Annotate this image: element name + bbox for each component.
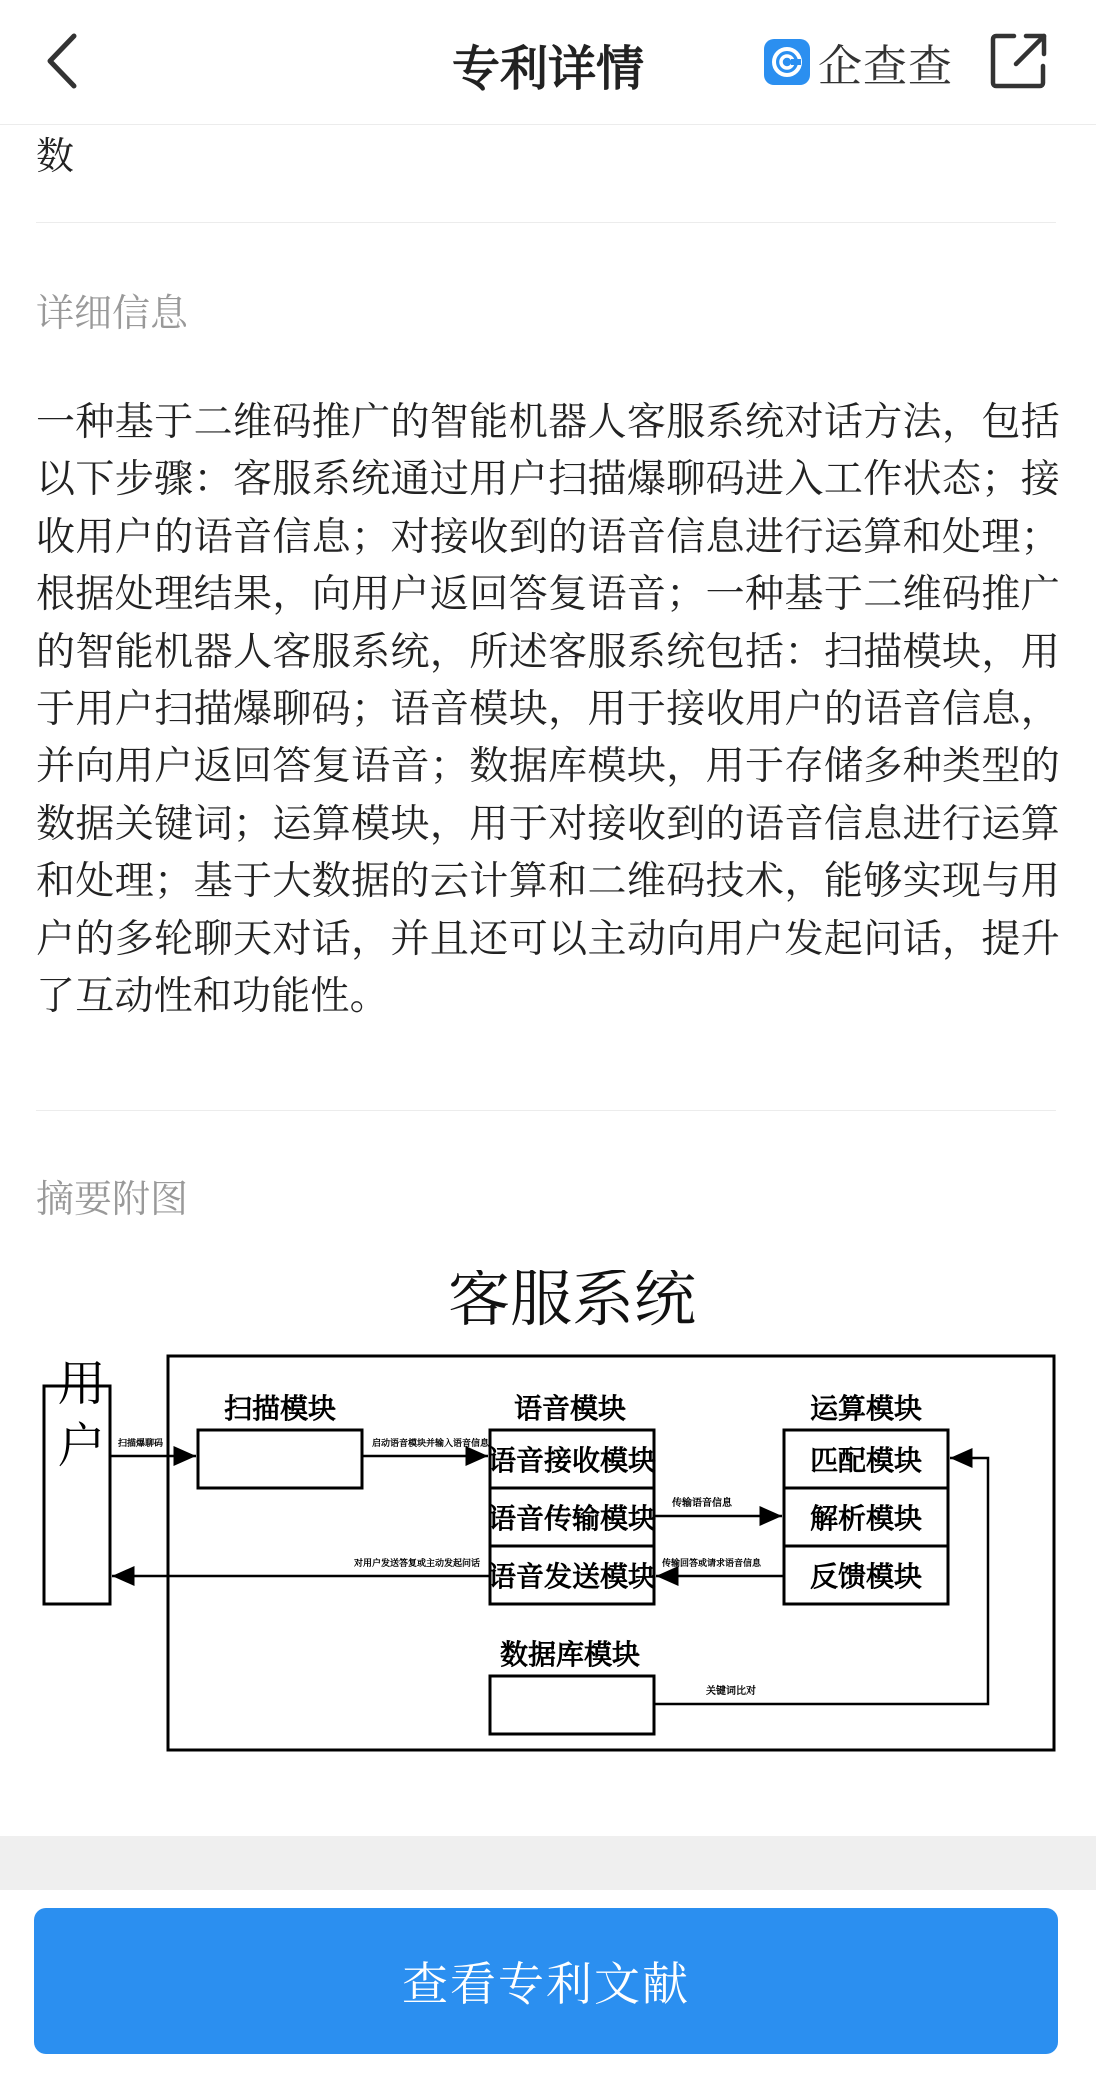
chevron-left-icon	[40, 28, 90, 94]
scan-module-title: 扫描模块	[223, 1392, 337, 1425]
edge-activate-label: 启动语音模块并输入语音信息	[372, 1439, 490, 1449]
match-label: 匹配模块	[809, 1444, 923, 1477]
brand-name: 企查查	[818, 41, 953, 92]
voice-module-title: 语音模块	[513, 1392, 627, 1425]
voice-send-label: 语音发送模块	[487, 1560, 657, 1593]
edge-transmit-label: 传输语音信息	[672, 1498, 732, 1509]
edge-scan-label: 扫描爆聊码	[118, 1439, 164, 1449]
brand-logo[interactable]	[764, 34, 953, 90]
detail-description: 一种基于二维码推广的智能机器人客服系统对话方法，包括以下步骤：客服系统通过用户扫描爆聊码进入工作状态；接收用户的语音信息；对接收到的语音信息进行运算和处理；根据处理结果，向用户返回答复语音；一种基于二维码推广的智能机器人客服系统，所述客服系统包括：扫描模块，用于用户扫描爆聊码；语音模块，用于接收用户的语音信息，并向用户返回答复语音；数据库模块，用于存储多种类型的数据关键词；运算模块，用于对接收到的语音信息进行运算和处理；基于大数据的云计算和二维码技术，能够实现与用户的多轮聊天对话，并且还可以主动向用户发起问话，提升了互动性和功能性。	[36, 400, 1060, 1020]
footer-bar	[0, 1890, 1096, 2076]
page-title: 专利详情	[451, 41, 644, 97]
database-box	[490, 1676, 654, 1734]
share-external-icon	[988, 30, 1050, 92]
view-patent-document-button[interactable]: 查看专利文献	[34, 1908, 1058, 2054]
edge-reply-module-label: 传输回答或请求语音信息	[662, 1559, 762, 1569]
diagram-title: 客服系统	[447, 1270, 697, 1335]
section-spacer	[0, 1836, 1096, 1890]
detail-section-label: 详细信息	[36, 291, 189, 335]
divider	[36, 222, 1056, 223]
divider	[36, 1110, 1056, 1111]
abstract-figure	[36, 1270, 1060, 1760]
parse-label: 解析模块	[809, 1502, 923, 1535]
voice-receive-label: 语音接收模块	[487, 1444, 657, 1477]
figure-section-label: 摘要附图	[36, 1177, 189, 1221]
share-button[interactable]	[988, 30, 1050, 92]
previous-section-tail: 数	[36, 134, 75, 178]
user-label: 用户	[49, 1358, 105, 1482]
scan-module-box	[198, 1430, 362, 1488]
calc-module-title: 运算模块	[809, 1392, 923, 1425]
edge-keyword-label: 关键词比对	[706, 1686, 756, 1697]
back-button[interactable]	[40, 28, 90, 94]
edge-reply-user-label: 对用户发送答复或主动发起问话	[354, 1559, 481, 1569]
top-navigation-bar	[0, 0, 1096, 125]
feedback-label: 反馈模块	[809, 1560, 923, 1593]
qcc-logo-icon	[764, 39, 810, 85]
database-module-title: 数据库模块	[499, 1638, 641, 1671]
voice-transmit-label: 语音传输模块	[487, 1502, 657, 1535]
